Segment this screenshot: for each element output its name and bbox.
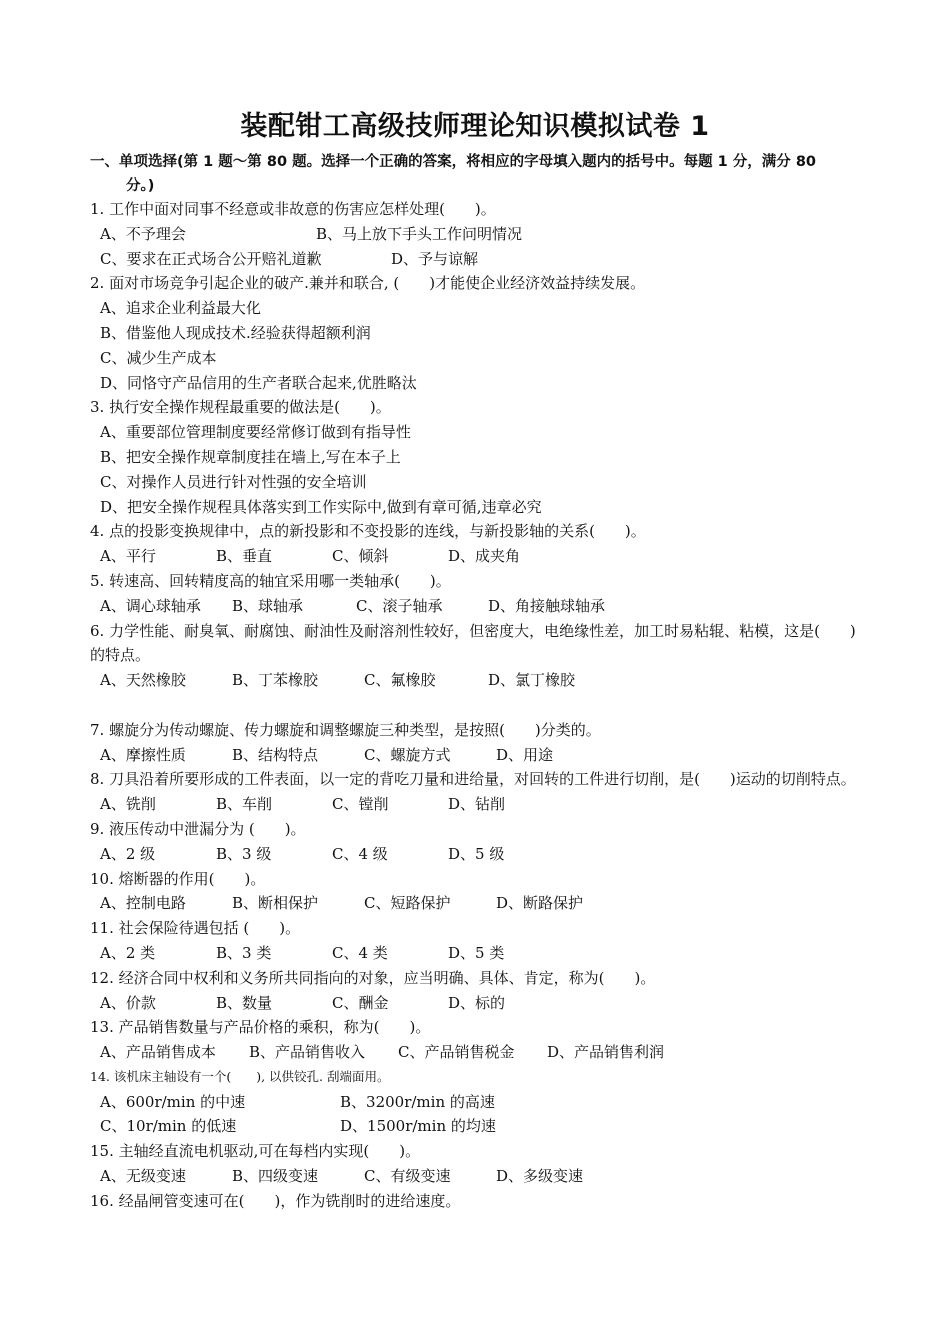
blank-line	[90, 693, 870, 718]
option-a: A、天然橡胶	[100, 671, 186, 690]
option-b: B、马上放下手头工作问明情况	[316, 224, 523, 243]
options-row	[90, 594, 870, 619]
option-b: B、把安全操作规章制度挂在墙上,写在本子上	[100, 447, 401, 466]
options-row	[90, 1040, 870, 1065]
option-c: C、减少生产成本	[100, 348, 217, 367]
option-c: C、10r/min 的低速	[100, 1117, 237, 1136]
page-title: 装配钳工高级技师理论知识模拟试卷 1	[240, 111, 710, 142]
option-b: B、3 级	[216, 844, 272, 863]
option-a: A、无级变速	[100, 1167, 186, 1186]
option-d: D、多级变速	[496, 1167, 584, 1186]
option-c: C、滚子轴承	[356, 596, 443, 615]
options-row	[90, 941, 870, 966]
option-d: D、把安全操作规程具体落实到工作实际中,做到有章可循,违章必究	[100, 497, 542, 516]
option-a: A、不予理会	[100, 224, 186, 243]
option-d: D、钻削	[448, 795, 506, 814]
option-c: C、螺旋方式	[364, 745, 451, 764]
option-b: B、断相保护	[232, 894, 319, 913]
option-d: D、予与谅解	[391, 249, 479, 268]
options-row	[90, 792, 870, 817]
question-11: 11. 社会保险待遇包括 ( )。	[90, 919, 301, 938]
question-3: 3. 执行安全操作规程最重要的做法是( )。	[90, 398, 391, 417]
option-d: D、产品销售利润	[547, 1043, 665, 1062]
question-4: 4. 点的投影变换规律中，点的新投影和不变投影的连线，与新投影轴的关系( )。	[90, 522, 646, 541]
option-c: C、对操作人员进行针对性强的安全培训	[100, 472, 367, 491]
options-row	[90, 743, 870, 768]
option-a: A、2 类	[100, 943, 156, 962]
question-9: 9. 液压传动中泄漏分为 ( )。	[90, 819, 306, 838]
question-1: 1. 工作中面对同事不经意或非故意的伤害应怎样处理( )。	[90, 200, 496, 218]
question-13: 13. 产品销售数量与产品价格的乘积，称为( )。	[90, 1018, 431, 1037]
option-c: C、4 级	[332, 844, 388, 863]
option-d: D、角接触球轴承	[488, 596, 606, 615]
option-c: C、要求在正式场合公开赔礼道歉	[100, 249, 322, 268]
option-b: B、垂直	[216, 547, 273, 566]
option-b: B、3 类	[216, 943, 272, 962]
question-list	[90, 197, 870, 1214]
option-b: B、结构特点	[232, 745, 319, 764]
option-a: A、追求企业利益最大化	[100, 299, 261, 318]
question-12: 12. 经济合同中权利和义务所共同指向的对象，应当明确、具体、肯定，称为( )。	[90, 968, 656, 987]
option-a: A、调心球轴承	[100, 596, 201, 615]
option-d: D、断路保护	[496, 894, 584, 913]
option-c: C、4 类	[332, 943, 388, 962]
question-7: 7. 螺旋分为传动螺旋、传力螺旋和调整螺旋三种类型，是按照( )分类的。	[90, 720, 601, 739]
options-row	[90, 1114, 870, 1139]
option-d: D、标的	[448, 993, 506, 1012]
options-row	[90, 247, 870, 272]
options-row	[90, 991, 870, 1016]
option-b: B、3200r/min 的高速	[340, 1092, 495, 1111]
option-c: C、短路保护	[364, 894, 451, 913]
option-a: A、重要部位管理制度要经常修订做到有指导性	[100, 423, 411, 442]
option-d: D、成夹角	[448, 547, 521, 566]
options-row	[90, 222, 870, 247]
section-heading-line-1: 一、单项选择(第 1 题～第 80 题。选择一个正确的答案，将相应的字母填入题内的括号中。每题 1 分，满分 80	[90, 154, 816, 170]
options-row	[90, 1164, 870, 1189]
option-d: D、5 类	[448, 943, 505, 962]
option-b: B、产品销售收入	[249, 1043, 366, 1062]
option-d: D、5 级	[448, 844, 505, 863]
options-row	[90, 1090, 870, 1115]
question-15: 15. 主轴经直流电机驱动,可在每档内实现( )。	[90, 1142, 421, 1161]
option-d: D、1500r/min 的均速	[340, 1117, 496, 1136]
option-b: B、借鉴他人现成技术.经验获得超额利润	[100, 323, 371, 342]
option-b: B、数量	[216, 993, 273, 1012]
option-c: C、镗削	[332, 795, 389, 814]
option-a: A、2 级	[100, 844, 156, 863]
question-8: 8. 刀具沿着所要形成的工件表面，以一定的背吃刀量和进给量，对回转的工件进行切削，是( )运动的切削特点。	[90, 770, 856, 789]
option-a: A、控制电路	[100, 894, 186, 913]
option-c: C、产品销售税金	[398, 1043, 515, 1062]
option-d: D、同恪守产品信用的生产者联合起来,优胜略汰	[100, 373, 417, 392]
option-a: A、产品销售成本	[100, 1043, 216, 1062]
question-16: 16. 经晶闸管变速可在( )，作为铣削时的进给速度。	[90, 1191, 461, 1210]
question-5: 5. 转速高、回转精度高的轴宜采用哪一类轴承( )。	[90, 571, 451, 590]
option-a: A、摩擦性质	[100, 745, 186, 764]
option-d: D、氯丁橡胶	[488, 671, 576, 690]
options-row	[90, 668, 870, 693]
option-a: A、600r/min 的中速	[100, 1092, 246, 1111]
option-c: C、酬金	[332, 993, 389, 1012]
section-heading	[90, 150, 870, 198]
option-c: C、氟橡胶	[364, 671, 436, 690]
options-row	[90, 544, 870, 569]
option-d: D、用途	[496, 745, 554, 764]
option-a: A、价款	[100, 993, 156, 1012]
option-c: C、有级变速	[364, 1167, 451, 1186]
option-a: A、平行	[100, 547, 156, 566]
option-c: C、倾斜	[332, 547, 389, 566]
option-b: B、车削	[216, 795, 273, 814]
question-2: 2. 面对市场竞争引起企业的破产.兼并和联合, ( )才能使企业经济效益持续发展。	[90, 274, 646, 293]
option-a: A、铣削	[100, 795, 156, 814]
section-heading-line-2: 分。)	[126, 178, 155, 194]
option-b: B、丁苯橡胶	[232, 671, 319, 690]
question-14: 14. 该机床主轴设有一个( ), 以供铰孔. 刮端面用。	[90, 1068, 390, 1084]
options-row	[90, 842, 870, 867]
option-b: B、四级变速	[232, 1167, 319, 1186]
question-6: 6. 力学性能、耐臭氧、耐腐蚀、耐油性及耐溶剂性较好，但密度大，电绝缘性差，加工时易粘辊、粘模，这是( )的特点。	[90, 621, 856, 665]
option-b: B、球轴承	[232, 596, 304, 615]
question-10: 10. 熔断器的作用( )。	[90, 869, 266, 888]
options-row	[90, 891, 870, 916]
